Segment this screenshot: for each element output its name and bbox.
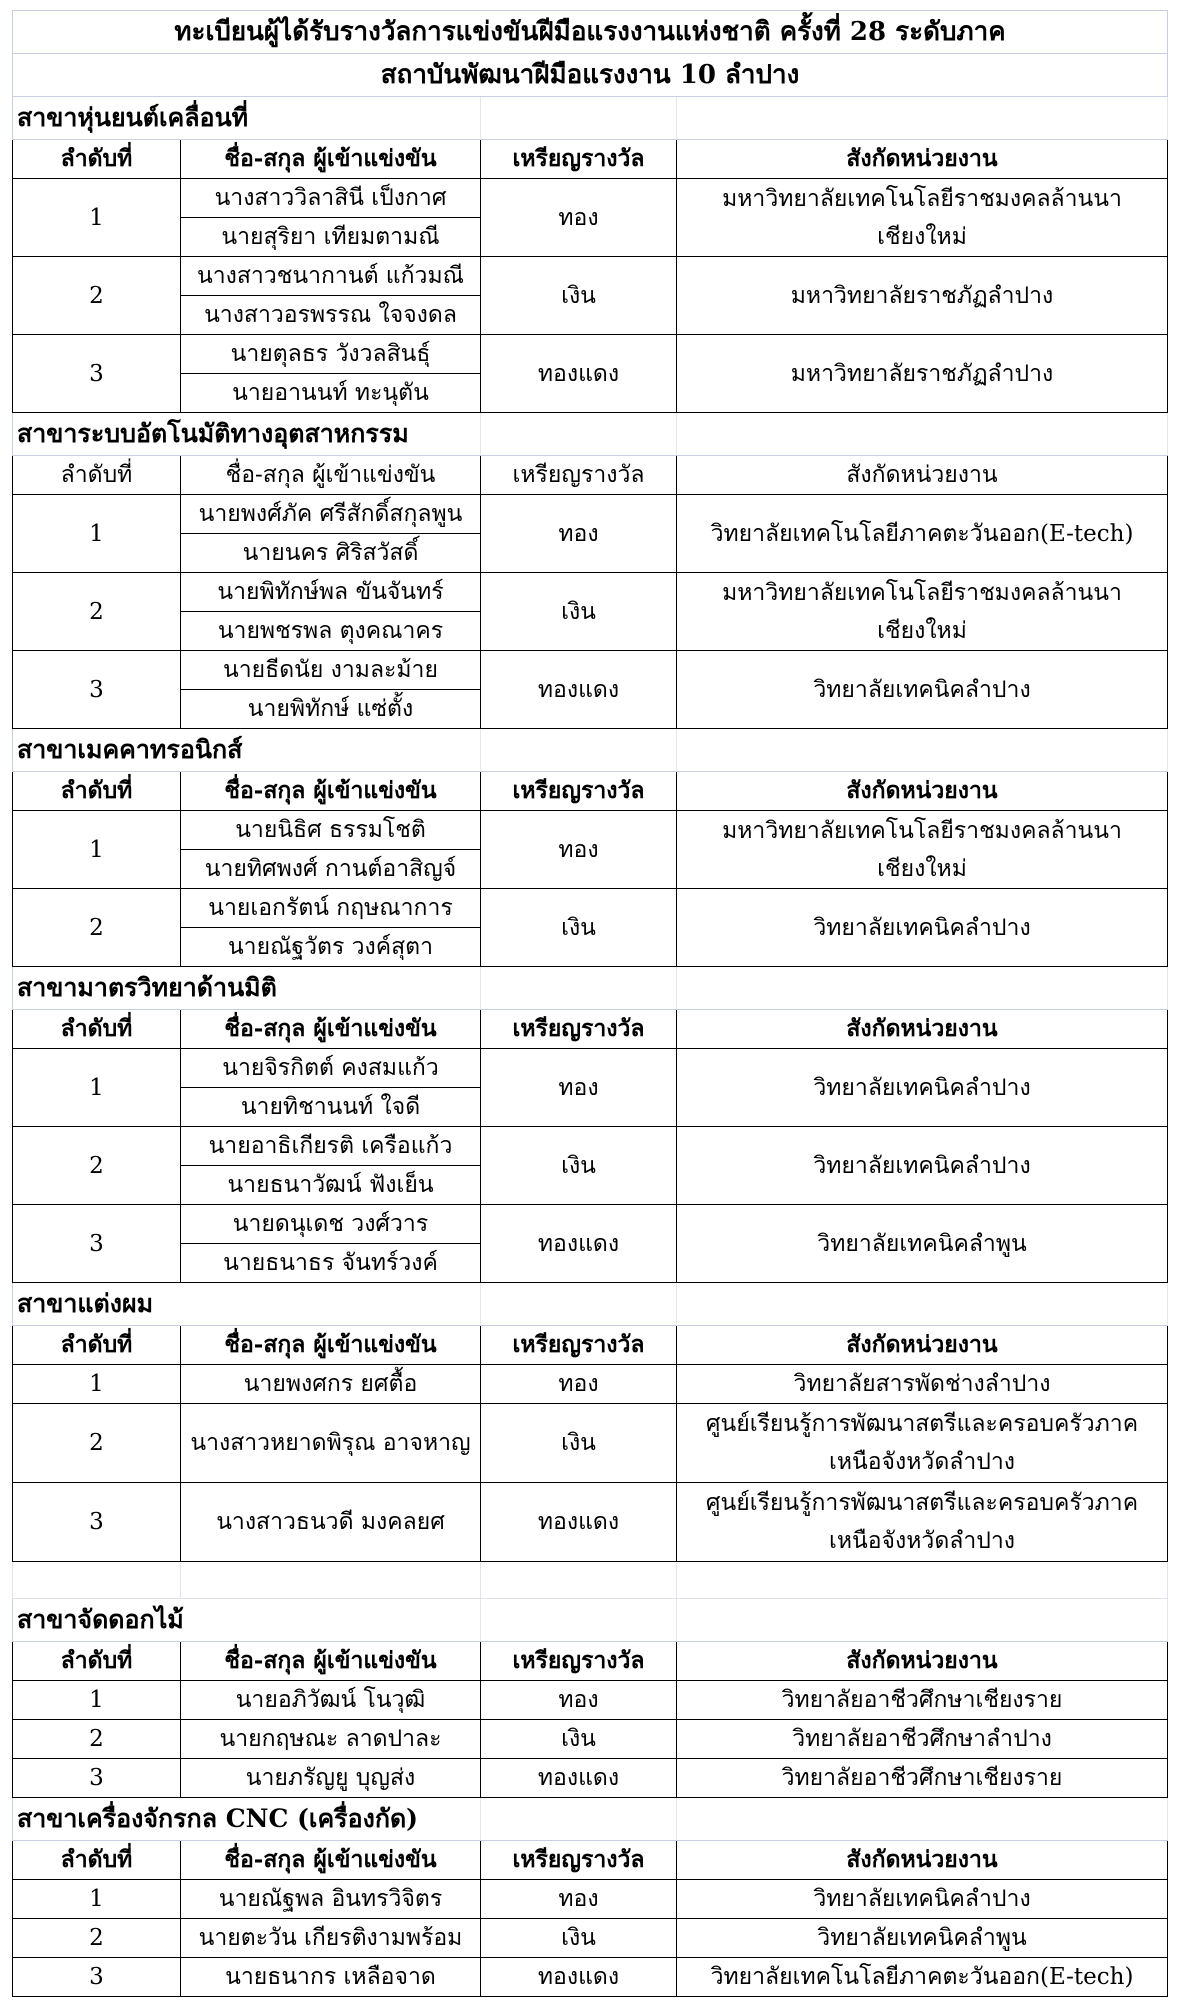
member-name: นายภรัญยู บุญส่ง <box>181 1759 481 1798</box>
section-row <box>13 967 1168 1010</box>
section-row <box>13 1798 1168 1841</box>
table-row <box>13 257 1168 296</box>
title-line-2: สถาบันพัฒนาฝีมือแรงงาน 10 ลำปาง <box>13 54 1168 97</box>
header-medal: เหรียญรางวัล <box>481 140 677 179</box>
table-row <box>13 495 1168 534</box>
affiliation-cell: มหาวิทยาลัยเทคโนโลยีราชมงคลล้านนา เชียงใหม่ <box>677 573 1168 651</box>
empty-cell <box>677 1283 1168 1326</box>
table-row <box>13 1958 1168 1997</box>
member-name: นายกฤษณะ ลาดปาละ <box>181 1720 481 1759</box>
medal-cell: ทอง <box>481 1049 677 1127</box>
member-name: นายอภิวัฒน์ โนวุฒิ <box>181 1681 481 1720</box>
affiliation-cell: วิทยาลัยเทคโนโลยีภาคตะวันออก(E-tech) <box>677 1958 1168 1997</box>
affiliation-cell: วิทยาลัยเทคนิคลำปาง <box>677 1880 1168 1919</box>
medal-cell: เงิน <box>481 1919 677 1958</box>
header-medal: เหรียญรางวัล <box>481 1841 677 1880</box>
affiliation-cell: มหาวิทยาลัยเทคโนโลยีราชมงคลล้านนา เชียงใหม่ <box>677 811 1168 889</box>
header-medal: เหรียญรางวัล <box>481 772 677 811</box>
member-name: นายตะวัน เกียรติงามพร้อม <box>181 1919 481 1958</box>
rank-cell: 1 <box>13 495 181 573</box>
table-row <box>13 179 1168 218</box>
section-title: สาขาจัดดอกไม้ <box>13 1599 481 1642</box>
header-row <box>13 456 1168 495</box>
affiliation-cell: มหาวิทยาลัยเทคโนโลยีราชมงคลล้านนา เชียงใหม่ <box>677 179 1168 257</box>
rank-cell: 2 <box>13 1919 181 1958</box>
header-name: ชื่อ-สกุล ผู้เข้าแข่งขัน <box>181 772 481 811</box>
empty-cell <box>677 1798 1168 1841</box>
affiliation-cell: วิทยาลัยเทคนิคลำปาง <box>677 889 1168 967</box>
rank-cell: 3 <box>13 651 181 729</box>
empty-cell <box>677 413 1168 456</box>
affiliation-cell: วิทยาลัยสารพัดช่างลำปาง <box>677 1365 1168 1404</box>
section-row <box>13 1283 1168 1326</box>
table-row <box>13 1365 1168 1404</box>
table-row <box>13 651 1168 690</box>
table-row <box>13 889 1168 928</box>
empty-cell <box>481 1283 677 1326</box>
rank-cell: 2 <box>13 1404 181 1483</box>
member-name: นายธีดนัย งามละม้าย <box>181 651 481 690</box>
affiliation-cell: วิทยาลัยเทคนิคลำพูน <box>677 1919 1168 1958</box>
empty-cell <box>677 729 1168 772</box>
affiliation-cell: วิทยาลัยเทคนิคลำปาง <box>677 1127 1168 1205</box>
table-row <box>13 1880 1168 1919</box>
affiliation-cell: วิทยาลัยเทคนิคลำปาง <box>677 651 1168 729</box>
section-row <box>13 1599 1168 1642</box>
header-medal: เหรียญรางวัล <box>481 1326 677 1365</box>
title-line-1: ทะเบียนผู้ได้รับรางวัลการแข่งขันฝีมือแรงงานแห่งชาติ ครั้งที่ 28 ระดับภาค <box>13 11 1168 54</box>
empty-cell <box>481 1562 677 1599</box>
table-row <box>13 1919 1168 1958</box>
header-name: ชื่อ-สกุล ผู้เข้าแข่งขัน <box>181 1326 481 1365</box>
header-row <box>13 1841 1168 1880</box>
header-medal: เหรียญรางวัล <box>481 456 677 495</box>
table-row <box>13 573 1168 612</box>
table-row <box>13 1681 1168 1720</box>
affiliation-cell: วิทยาลัยอาชีวศึกษาเชียงราย <box>677 1759 1168 1798</box>
medal-cell: เงิน <box>481 257 677 335</box>
header-rank: ลำดับที่ <box>13 1841 181 1880</box>
medal-cell: ทองแดง <box>481 651 677 729</box>
rank-cell: 2 <box>13 573 181 651</box>
member-name: นายสุริยา เทียมตามณี <box>181 218 481 257</box>
empty-cell <box>677 967 1168 1010</box>
medal-cell: เงิน <box>481 889 677 967</box>
affiliation-cell: ศูนย์เรียนรู้การพัฒนาสตรีและครอบครัวภาคเหนือจังหวัดลำปาง <box>677 1404 1168 1483</box>
member-name: นายณัฐวัตร วงค์สุตา <box>181 928 481 967</box>
section-row <box>13 97 1168 140</box>
medal-cell: ทอง <box>481 179 677 257</box>
affiliation-cell: วิทยาลัยเทคนิคลำพูน <box>677 1205 1168 1283</box>
member-name: นางสาวชนากานต์ แก้วมณี <box>181 257 481 296</box>
table-row <box>13 335 1168 374</box>
member-name: นายนิธิศ ธรรมโชติ <box>181 811 481 850</box>
affiliation-cell: มหาวิทยาลัยราชภัฏลำปาง <box>677 335 1168 413</box>
empty-cell <box>13 1562 181 1599</box>
empty-cell <box>677 97 1168 140</box>
medal-cell: ทองแดง <box>481 1958 677 1997</box>
rank-cell: 1 <box>13 1365 181 1404</box>
header-rank: ลำดับที่ <box>13 456 181 495</box>
section-title: สาขาเครื่องจักรกล CNC (เครื่องกัด) <box>13 1798 481 1841</box>
member-name: นายทิศพงศ์ กานต์อาสิญจ์ <box>181 850 481 889</box>
table-row <box>13 1720 1168 1759</box>
rank-cell: 3 <box>13 1958 181 1997</box>
medal-cell: ทอง <box>481 495 677 573</box>
empty-row <box>13 1562 1168 1599</box>
affiliation-cell: วิทยาลัยอาชีวศึกษาลำปาง <box>677 1720 1168 1759</box>
header-row <box>13 140 1168 179</box>
empty-cell <box>481 967 677 1010</box>
medal-cell: ทอง <box>481 1365 677 1404</box>
member-name: นางสาวธนวดี มงคลยศ <box>181 1483 481 1562</box>
affiliation-cell: วิทยาลัยอาชีวศึกษาเชียงราย <box>677 1681 1168 1720</box>
medal-cell: เงิน <box>481 1127 677 1205</box>
rank-cell: 2 <box>13 257 181 335</box>
affiliation-cell: ศูนย์เรียนรู้การพัฒนาสตรีและครอบครัวภาคเหนือจังหวัดลำปาง <box>677 1483 1168 1562</box>
empty-cell <box>481 1798 677 1841</box>
member-name: นายพิทักษ์พล ขันจันทร์ <box>181 573 481 612</box>
member-name: นายอานนท์ ทะนุตัน <box>181 374 481 413</box>
header-rank: ลำดับที่ <box>13 140 181 179</box>
medal-cell: ทอง <box>481 1880 677 1919</box>
rank-cell: 2 <box>13 889 181 967</box>
rank-cell: 3 <box>13 1759 181 1798</box>
member-name: นายธนากร เหลือจาด <box>181 1958 481 1997</box>
member-name: นายจิรกิตต์ คงสมแก้ว <box>181 1049 481 1088</box>
medal-cell: เงิน <box>481 573 677 651</box>
rank-cell: 1 <box>13 179 181 257</box>
table-row <box>13 1205 1168 1244</box>
section-row <box>13 729 1168 772</box>
rank-cell: 2 <box>13 1720 181 1759</box>
section-title: สาขามาตรวิทยาด้านมิติ <box>13 967 481 1010</box>
member-name: นายนคร ศิริสวัสดิ์ <box>181 534 481 573</box>
medal-cell: ทองแดง <box>481 1759 677 1798</box>
header-affiliation: สังกัดหน่วยงาน <box>677 1841 1168 1880</box>
medal-cell: ทองแดง <box>481 335 677 413</box>
member-name: นายเอกรัตน์ กฤษณาการ <box>181 889 481 928</box>
empty-cell <box>677 1562 1168 1599</box>
header-affiliation: สังกัดหน่วยงาน <box>677 1010 1168 1049</box>
header-row <box>13 772 1168 811</box>
section-title: สาขาหุ่นยนต์เคลื่อนที่ <box>13 97 481 140</box>
section-title: สาขาระบบอัตโนมัติทางอุตสาหกรรม <box>13 413 481 456</box>
rank-cell: 3 <box>13 1483 181 1562</box>
medal-cell: เงิน <box>481 1404 677 1483</box>
member-name: นายทิชานนท์ ใจดี <box>181 1088 481 1127</box>
header-affiliation: สังกัดหน่วยงาน <box>677 456 1168 495</box>
spreadsheet <box>12 10 1167 1997</box>
member-name: นายอาธิเกียรติ เครือแก้ว <box>181 1127 481 1166</box>
table-row <box>13 811 1168 850</box>
rank-cell: 3 <box>13 335 181 413</box>
empty-cell <box>677 1599 1168 1642</box>
rank-cell: 1 <box>13 1880 181 1919</box>
member-name: นางสาวอรพรรณ ใจจงดล <box>181 296 481 335</box>
member-name: นายพิทักษ์ แซ่ตั้ง <box>181 690 481 729</box>
member-name: นายตุลธร วังวลสินธุ์ <box>181 335 481 374</box>
member-name: นายดนุเดช วงศ์วาร <box>181 1205 481 1244</box>
member-name: นางสาวหยาดพิรุณ อาจหาญ <box>181 1404 481 1483</box>
empty-cell <box>481 1599 677 1642</box>
header-name: ชื่อ-สกุล ผู้เข้าแข่งขัน <box>181 456 481 495</box>
table-row <box>13 1759 1168 1798</box>
header-medal: เหรียญรางวัล <box>481 1010 677 1049</box>
medal-cell: เงิน <box>481 1720 677 1759</box>
header-affiliation: สังกัดหน่วยงาน <box>677 772 1168 811</box>
table-row <box>13 1404 1168 1483</box>
awards-table <box>12 10 1168 1997</box>
section-row <box>13 413 1168 456</box>
empty-cell <box>481 413 677 456</box>
member-name: นายณัฐพล อินทรวิจิตร <box>181 1880 481 1919</box>
header-rank: ลำดับที่ <box>13 772 181 811</box>
medal-cell: ทอง <box>481 811 677 889</box>
header-name: ชื่อ-สกุล ผู้เข้าแข่งขัน <box>181 140 481 179</box>
rank-cell: 1 <box>13 1049 181 1127</box>
member-name: นายธนาวัฒน์ ฟังเย็น <box>181 1166 481 1205</box>
header-name: ชื่อ-สกุล ผู้เข้าแข่งขัน <box>181 1642 481 1681</box>
header-rank: ลำดับที่ <box>13 1010 181 1049</box>
member-name: นายธนาธร จันทร์วงค์ <box>181 1244 481 1283</box>
header-row <box>13 1010 1168 1049</box>
table-row <box>13 1483 1168 1562</box>
table-row <box>13 1127 1168 1166</box>
rank-cell: 2 <box>13 1127 181 1205</box>
header-affiliation: สังกัดหน่วยงาน <box>677 140 1168 179</box>
header-name: ชื่อ-สกุล ผู้เข้าแข่งขัน <box>181 1010 481 1049</box>
header-name: ชื่อ-สกุล ผู้เข้าแข่งขัน <box>181 1841 481 1880</box>
medal-cell: ทองแดง <box>481 1205 677 1283</box>
section-title: สาขาเมคคาทรอนิกส์ <box>13 729 481 772</box>
medal-cell: ทองแดง <box>481 1483 677 1562</box>
medal-cell: ทอง <box>481 1681 677 1720</box>
empty-cell <box>481 729 677 772</box>
header-rank: ลำดับที่ <box>13 1326 181 1365</box>
affiliation-cell: วิทยาลัยเทคนิคลำปาง <box>677 1049 1168 1127</box>
header-rank: ลำดับที่ <box>13 1642 181 1681</box>
table-row <box>13 1049 1168 1088</box>
affiliation-cell: วิทยาลัยเทคโนโลยีภาคตะวันออก(E-tech) <box>677 495 1168 573</box>
header-medal: เหรียญรางวัล <box>481 1642 677 1681</box>
rank-cell: 1 <box>13 811 181 889</box>
header-row <box>13 1642 1168 1681</box>
header-affiliation: สังกัดหน่วยงาน <box>677 1642 1168 1681</box>
header-row <box>13 1326 1168 1365</box>
member-name: นางสาววิลาสินี เป็งกาศ <box>181 179 481 218</box>
member-name: นายพงศกร ยศตื้อ <box>181 1365 481 1404</box>
rank-cell: 1 <box>13 1681 181 1720</box>
affiliation-cell: มหาวิทยาลัยราชภัฏลำปาง <box>677 257 1168 335</box>
empty-cell <box>181 1562 481 1599</box>
header-affiliation: สังกัดหน่วยงาน <box>677 1326 1168 1365</box>
empty-cell <box>481 97 677 140</box>
section-title: สาขาแต่งผม <box>13 1283 481 1326</box>
member-name: นายพงศ์ภัค ศรีสักดิ์สกุลพูน <box>181 495 481 534</box>
rank-cell: 3 <box>13 1205 181 1283</box>
member-name: นายพชรพล ตุงคณาคร <box>181 612 481 651</box>
